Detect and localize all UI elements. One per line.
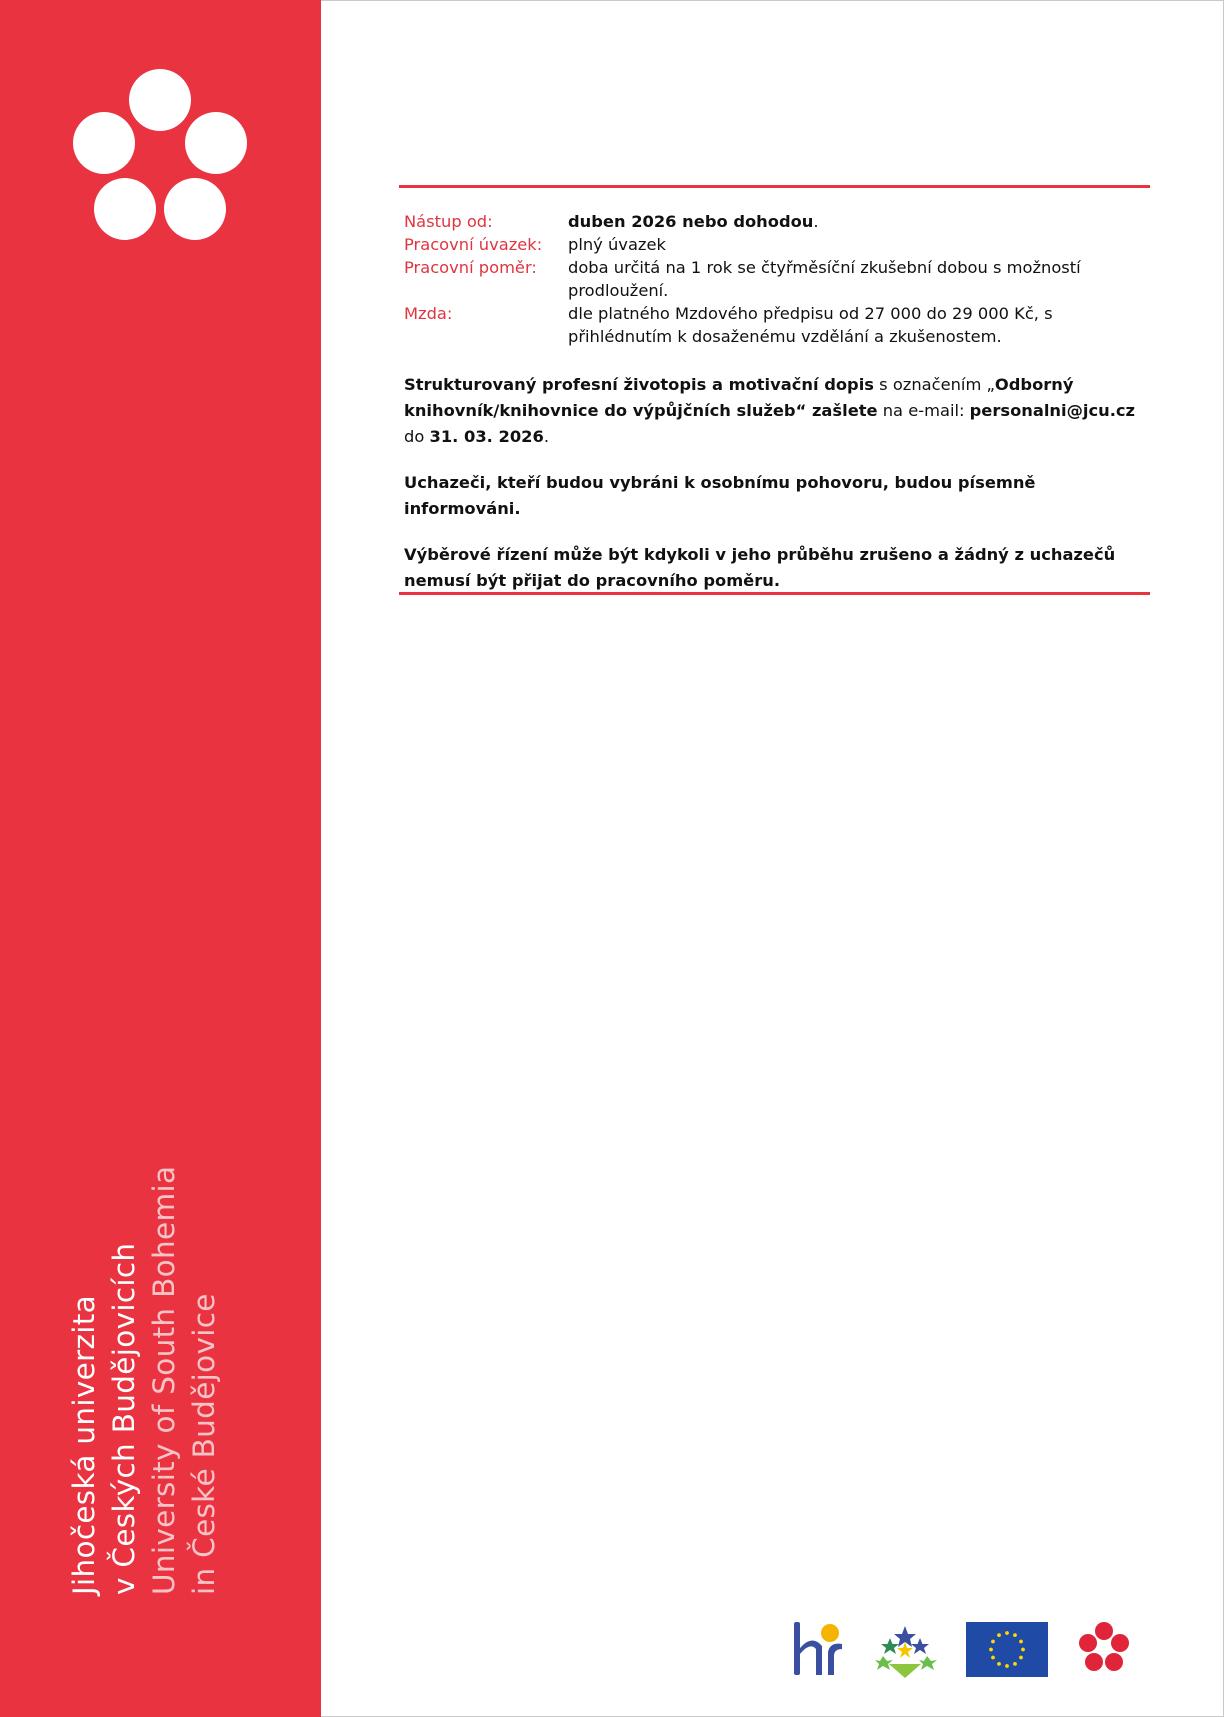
brand-sidebar xyxy=(0,0,321,1717)
field-contract xyxy=(404,256,1148,302)
notice-cancel-text: Výběrové řízení může být kdykoli v jeho průběhu zrušeno a žádný z uchazečů nemusí být přijat do pracovního poměru. xyxy=(404,545,1116,590)
application-text-4: na e-mail: xyxy=(877,401,970,420)
university-name-cz-line2: v Českých Budějovicích xyxy=(107,1242,141,1595)
jcu-flower-small-logo-icon xyxy=(1079,1622,1129,1671)
jcu-flower-logo-icon xyxy=(0,0,321,260)
hr-excellence-logo-icon xyxy=(794,1622,842,1675)
field-start xyxy=(404,210,1148,233)
eu-flag-logo-icon xyxy=(966,1622,1048,1677)
application-text-bold-3: Odborný knihovník/knihovnice do výpůjčních služeb“ zašlete xyxy=(404,375,1074,420)
field-start-value xyxy=(568,210,1148,233)
field-start-value-tail: . xyxy=(813,212,819,231)
application-text-6: . xyxy=(543,427,550,446)
notice-interview xyxy=(404,470,1148,522)
top-divider xyxy=(399,185,1150,188)
field-workload-value: plný úvazek xyxy=(568,235,666,254)
field-salary-label: Mzda: xyxy=(404,304,453,323)
university-name-cz-line1: Jihočeská univerzita xyxy=(67,1294,101,1595)
application-text-2: s označením „ xyxy=(874,375,995,394)
job-details xyxy=(404,210,1148,594)
footer-logos xyxy=(790,1618,1140,1680)
field-start-label: Nástup od: xyxy=(404,212,493,231)
notice-interview-text: Uchazeči, kteří budou vybráni k osobnímu pohovoru, budou písemně informováni. xyxy=(404,473,1036,518)
field-workload xyxy=(404,233,1148,256)
university-name-vertical xyxy=(64,1166,224,1595)
application-text-bold-1: Strukturovaný profesní životopis a motivační dopis xyxy=(404,375,874,394)
field-salary xyxy=(404,302,1148,348)
application-instructions xyxy=(404,372,1148,450)
bottom-divider xyxy=(399,592,1150,595)
field-contract-label: Pracovní poměr: xyxy=(404,258,537,277)
application-email-link[interactable]: personalni@jcu.cz xyxy=(969,401,1136,420)
field-contract-value: doba určitá na 1 rok se čtyřměsíční zkušební dobou s možností prodloužení. xyxy=(568,258,1081,300)
stars-award-logo-icon xyxy=(875,1626,937,1678)
application-deadline: 31. 03. 2026 xyxy=(429,427,544,446)
application-text-5: do xyxy=(404,427,430,446)
notice-cancel xyxy=(404,542,1148,594)
university-name-en-line2: in České Budějovice xyxy=(187,1293,221,1595)
field-start-value-bold: duben 2026 nebo dohodou xyxy=(568,212,814,231)
field-workload-label: Pracovní úvazek: xyxy=(404,235,543,254)
field-salary-value: dle platného Mzdového předpisu od 27 000 do 29 000 Kč, s přihlédnutím k dosaženému vzdělání a zkušenostem. xyxy=(568,304,1053,346)
university-name-en-line1: University of South Bohemia xyxy=(147,1165,181,1595)
